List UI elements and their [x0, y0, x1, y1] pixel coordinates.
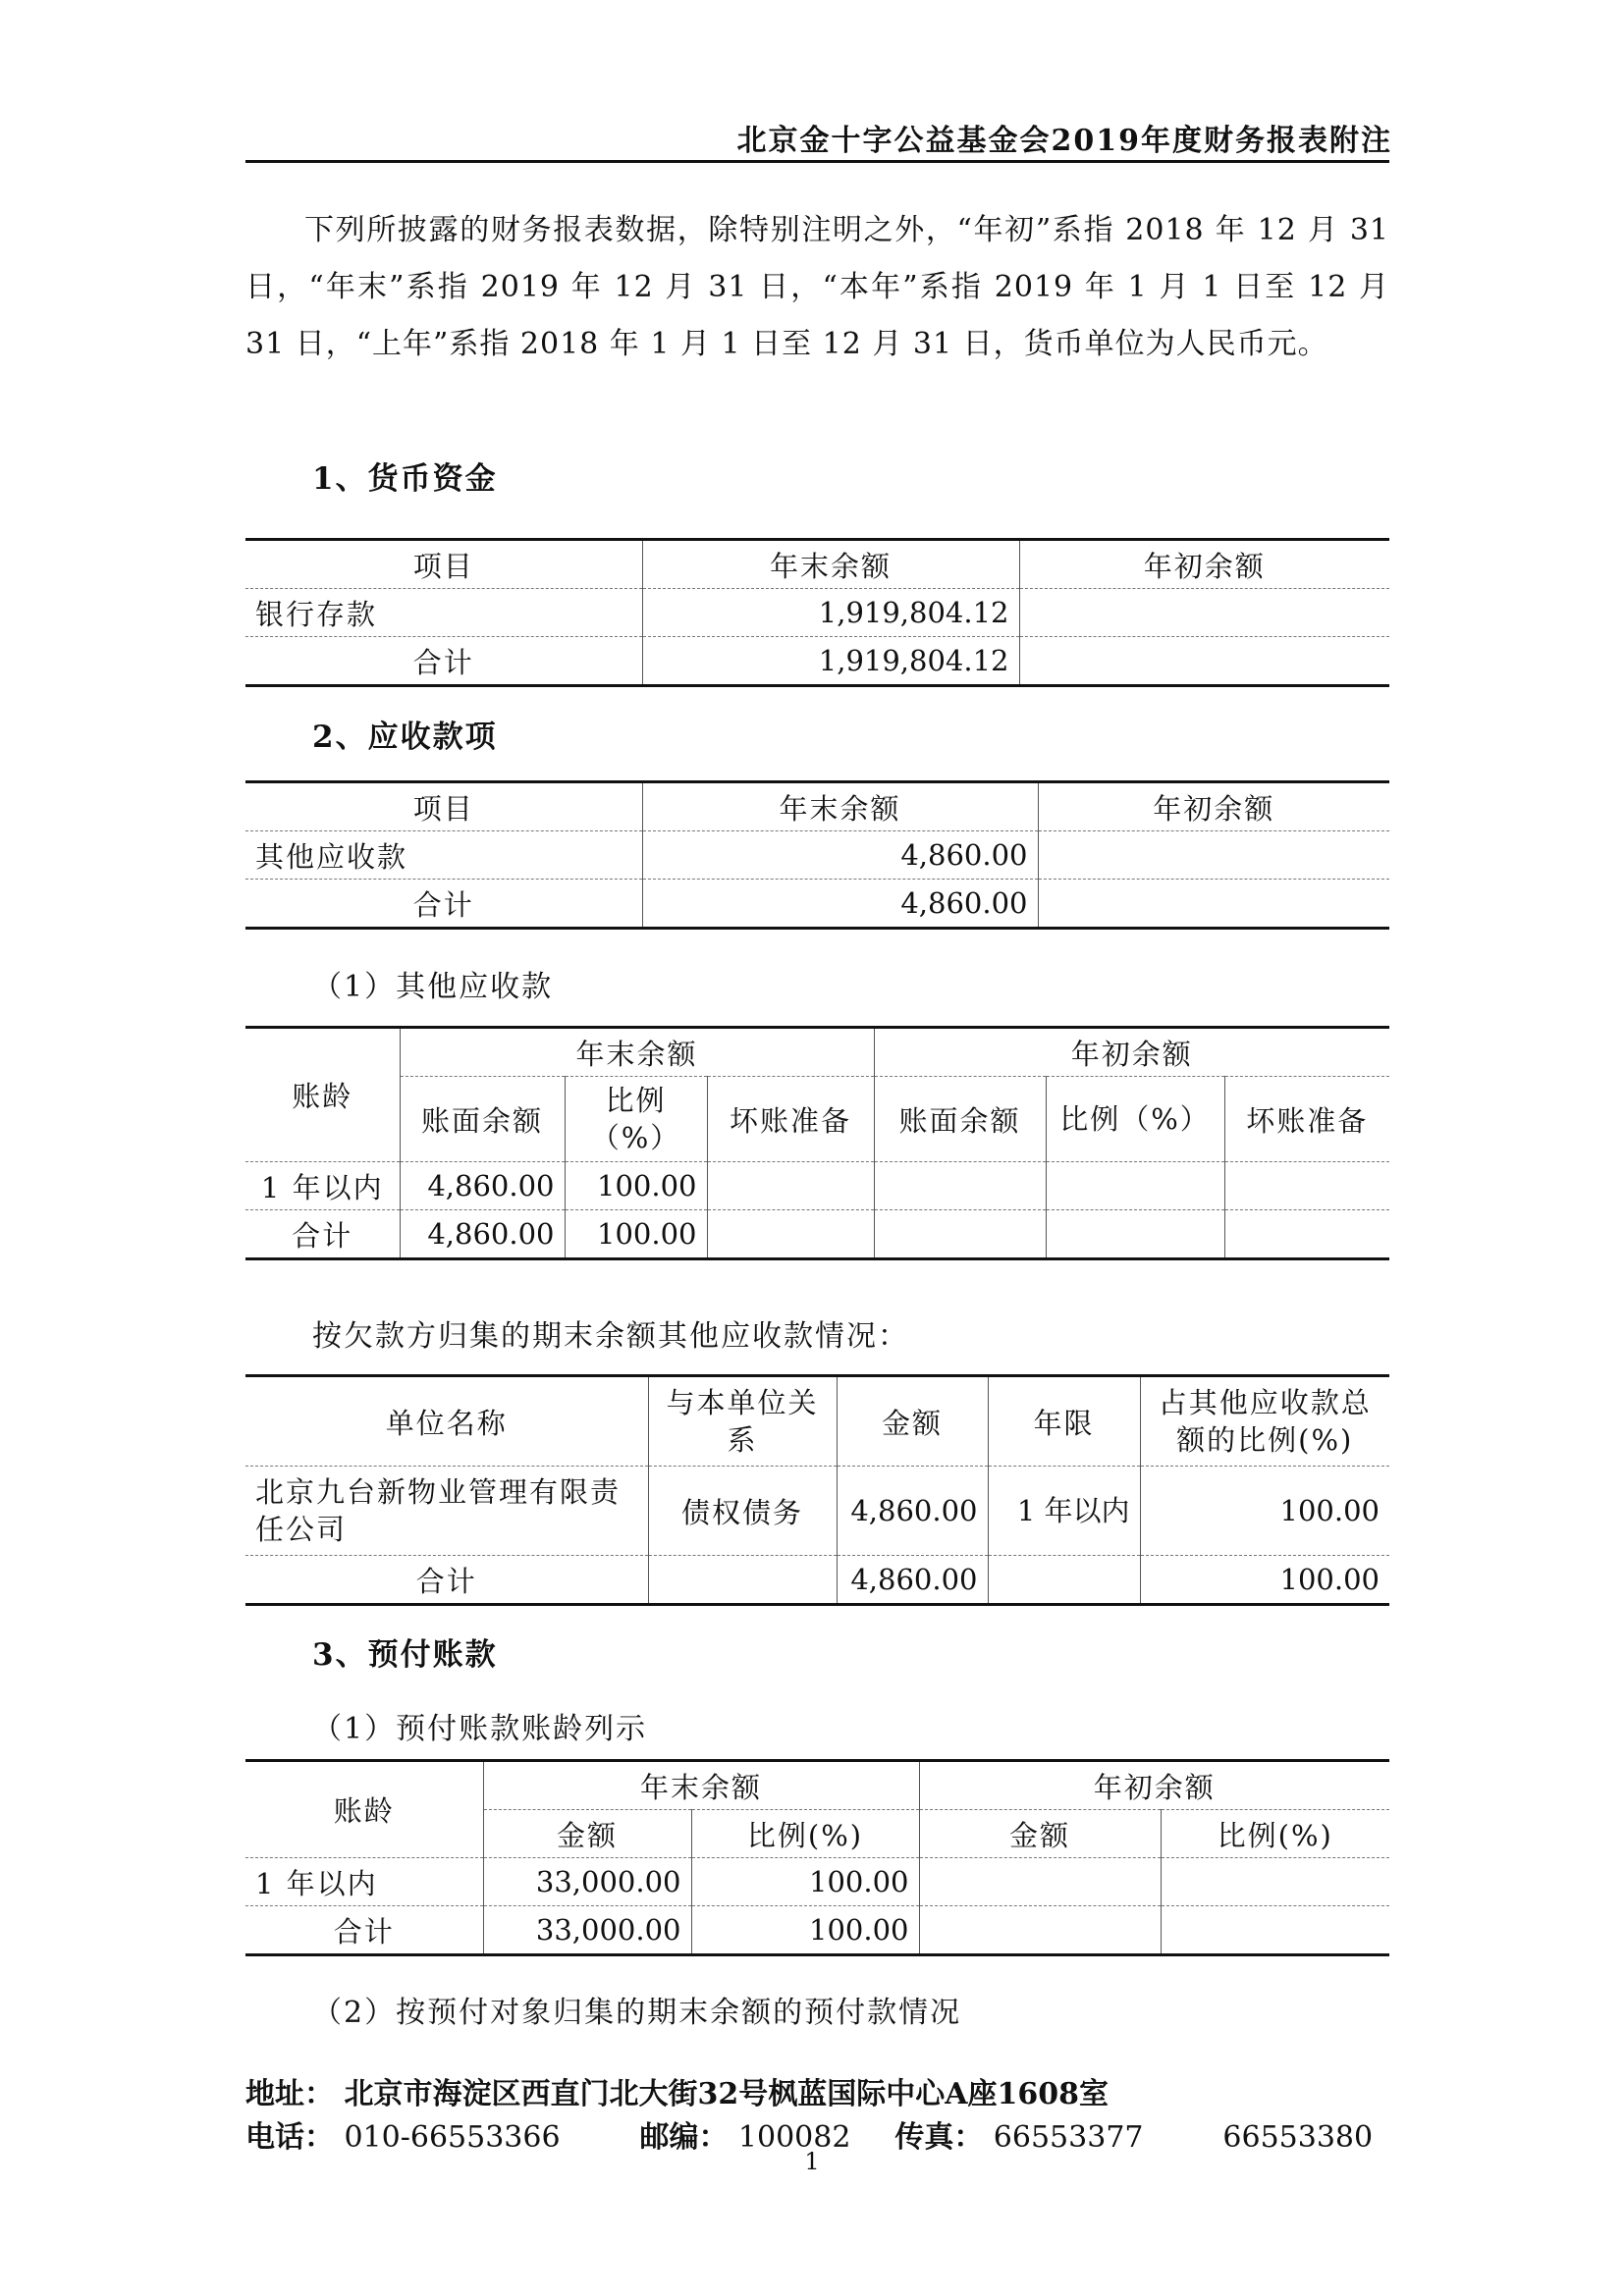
table-header-row [245, 1761, 1389, 1810]
col-header: 年限 [988, 1376, 1140, 1467]
footer-address [245, 2069, 1109, 2112]
table-row [245, 1467, 1389, 1556]
aging-header: 账龄 [245, 1761, 483, 1858]
table-header-row [245, 782, 1389, 831]
col-header: 比例(%) [691, 1810, 919, 1858]
begin-balance-header: 年初余额 [874, 1028, 1389, 1077]
col-header: 年末余额 [642, 782, 1038, 831]
table-cell: 100.00 [691, 1858, 919, 1906]
section3-heading: 3、预付账款 [312, 1637, 498, 1673]
col-header: 账面余额 [874, 1077, 1046, 1162]
table-cell: 4,860.00 [400, 1162, 565, 1210]
table-cell [1046, 1210, 1224, 1259]
col-header: 比例（%） [1046, 1077, 1224, 1162]
table-cell [648, 1556, 837, 1605]
col-header: 金额 [483, 1810, 691, 1858]
table-cell [1161, 1906, 1389, 1955]
table-cell [1019, 637, 1389, 686]
table-row [245, 831, 1389, 880]
col-header: 比例(%) [1161, 1810, 1389, 1858]
table-row [245, 589, 1389, 637]
table-cell: 1 年以内 [245, 1858, 483, 1906]
table-cell: 4,860.00 [837, 1467, 988, 1556]
intro-paragraph [245, 202, 1389, 373]
table-cell: 100.00 [1140, 1556, 1389, 1605]
intro-text: 下列所披露的财务报表数据，除特别注明之外，“年初”系指 2018 年 12 月 31 日，“年末”系指 2019 年 12 月 31 日，“本年”系指 2019 年 1 月 1 日至 12 月 31 日，“上年”系指 2018 年 1 月 1 日至 12 月 31 日，货币单位为人民币元。 [245, 213, 1389, 361]
header-title: 北京金十字公益基金会2019年度财务报表附注 [736, 124, 1392, 158]
col-header: 年初余额 [1038, 782, 1389, 831]
table-cell [1161, 1858, 1389, 1906]
col-header: 账面余额 [400, 1077, 565, 1162]
postcode-value: 100082 [737, 2120, 851, 2155]
table-cell: 4,860.00 [400, 1210, 565, 1259]
begin-balance-header: 年初余额 [919, 1761, 1389, 1810]
table-cell [988, 1556, 1140, 1605]
page-number: 1 [804, 2148, 820, 2175]
table-cell: 100.00 [565, 1162, 707, 1210]
cash-table [245, 538, 1389, 687]
table-cell: 4,860.00 [837, 1556, 988, 1605]
table-row [245, 880, 1389, 929]
section1-heading: 1、货币资金 [312, 461, 498, 497]
table-cell [707, 1162, 874, 1210]
prepayment-by-party-heading: （2）按预付对象归集的期末余额的预付款情况 [312, 1996, 962, 2030]
fax-label: 传真： [894, 2120, 984, 2155]
prepayment-aging-heading: （1）预付账款账龄列示 [312, 1712, 648, 1746]
table-cell [874, 1210, 1046, 1259]
receivables-table [245, 780, 1389, 930]
header-rule [245, 160, 1389, 163]
table-cell: 合计 [245, 1906, 483, 1955]
col-header: 项目 [245, 782, 642, 831]
address-label: 地址： [245, 2077, 334, 2111]
table-cell: 4,860.00 [642, 880, 1038, 929]
table-cell [1019, 589, 1389, 637]
table-cell: 1 年以内 [988, 1467, 1140, 1556]
table-row [245, 1906, 1389, 1955]
table-row [245, 1210, 1389, 1259]
table-cell: 100.00 [1140, 1467, 1389, 1556]
table-row [245, 1556, 1389, 1605]
phone-value: 010-66553366 [344, 2120, 561, 2155]
table-cell: 合计 [245, 1210, 400, 1259]
col-header: 项目 [245, 540, 642, 589]
address-value: 北京市海淀区西直门北大街32号枫蓝国际中心A座1608室 [344, 2077, 1109, 2111]
table-cell: 33,000.00 [483, 1858, 691, 1906]
table-header-row [245, 540, 1389, 589]
fax-value: 66553377 [993, 2120, 1144, 2155]
section2-heading: 2、应收款项 [312, 720, 498, 755]
col-header: 坏账准备 [1224, 1077, 1389, 1162]
postcode-label: 邮编： [639, 2120, 729, 2155]
table-cell [1046, 1162, 1224, 1210]
by-debtor-table [245, 1374, 1389, 1606]
table-cell: 1 年以内 [245, 1162, 400, 1210]
col-header: 年末余额 [642, 540, 1019, 589]
table-cell [919, 1858, 1161, 1906]
table-cell [919, 1906, 1161, 1955]
col-header: 金额 [837, 1376, 988, 1467]
table-cell [707, 1210, 874, 1259]
col-header: 单位名称 [245, 1376, 648, 1467]
col-header: 金额 [919, 1810, 1161, 1858]
table-cell [1038, 831, 1389, 880]
col-header: 占其他应收款总额的比例(%) [1140, 1376, 1389, 1467]
table-row [245, 1858, 1389, 1906]
table-header-row [245, 1376, 1389, 1467]
table-cell [1224, 1162, 1389, 1210]
col-header: 与本单位关系 [648, 1376, 837, 1467]
prepayment-aging-table [245, 1759, 1389, 1956]
fax-value-2: 66553380 [1222, 2120, 1374, 2155]
col-header: 年初余额 [1019, 540, 1389, 589]
table-row [245, 1162, 1389, 1210]
table-cell: 合计 [245, 1556, 648, 1605]
table-header-row [245, 1077, 1389, 1162]
table-cell: 合计 [245, 637, 642, 686]
other-receivables-heading: （1）其他应收款 [312, 970, 554, 1004]
phone-label: 电话： [245, 2120, 334, 2155]
table-cell: 债权债务 [648, 1467, 837, 1556]
table-cell: 100.00 [565, 1210, 707, 1259]
table-row [245, 637, 1389, 686]
col-header: 比例（%） [565, 1077, 707, 1162]
other-receivables-aging-table [245, 1026, 1389, 1260]
table-cell: 33,000.00 [483, 1906, 691, 1955]
end-balance-header: 年末余额 [400, 1028, 874, 1077]
table-cell: 银行存款 [245, 589, 642, 637]
table-cell: 4,860.00 [642, 831, 1038, 880]
by-debtor-heading: 按欠款方归集的期末余额其他应收款情况： [312, 1319, 909, 1354]
table-cell: 100.00 [691, 1906, 919, 1955]
table-cell [1038, 880, 1389, 929]
col-header: 坏账准备 [707, 1077, 874, 1162]
table-cell: 1,919,804.12 [642, 637, 1019, 686]
table-header-row [245, 1028, 1389, 1077]
aging-header: 账龄 [245, 1028, 400, 1162]
table-cell [874, 1162, 1046, 1210]
table-cell: 其他应收款 [245, 831, 642, 880]
table-cell: 合计 [245, 880, 642, 929]
end-balance-header: 年末余额 [483, 1761, 919, 1810]
table-cell [1224, 1210, 1389, 1259]
table-cell: 北京九台新物业管理有限责任公司 [245, 1467, 648, 1556]
table-cell: 1,919,804.12 [642, 589, 1019, 637]
